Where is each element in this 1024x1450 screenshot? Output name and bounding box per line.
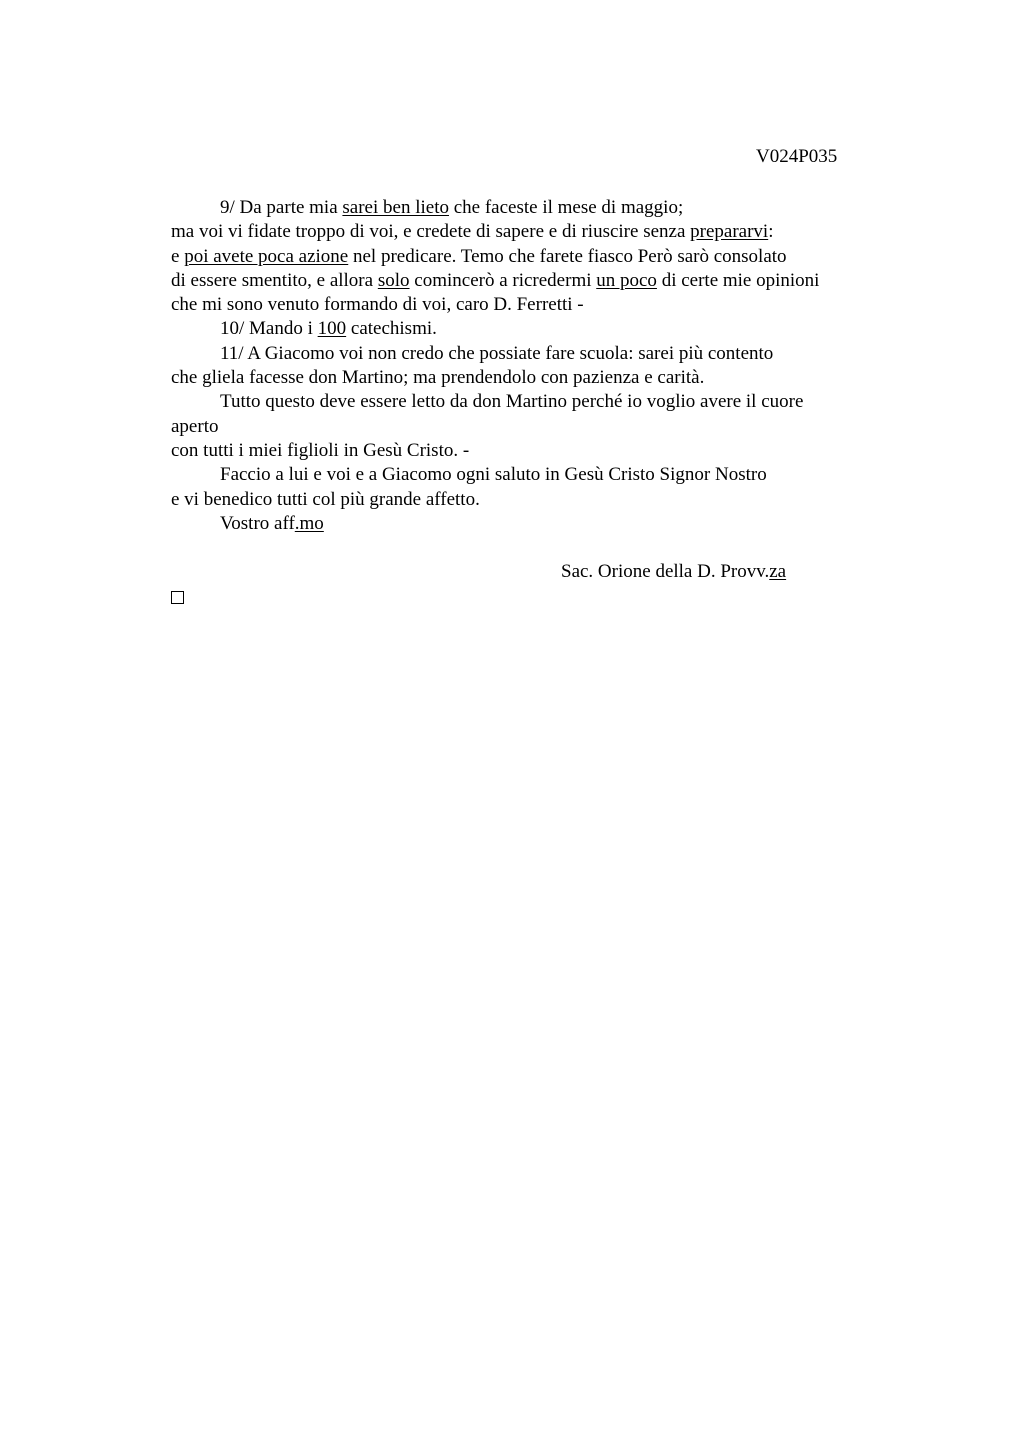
closing-line <box>171 512 891 536</box>
text-span: ma voi vi fidate troppo di voi, e credete di sapere e di riuscire senza <box>171 221 691 243</box>
text-span: comincerò a ricredermi <box>409 269 597 291</box>
text-span: Vostro aff <box>220 512 295 534</box>
paragraph-12-line-1: Tutto questo deve essere letto da don Martino perché io voglio avere il cuore <box>220 391 804 413</box>
text-span: 9/ Da parte mia <box>220 197 343 218</box>
text-span: 10/ Mando i <box>220 318 318 340</box>
paragraph-13-line-1: Faccio a lui e voi e a Giacomo ogni saluto in Gesù Cristo Signor Nostro <box>220 464 767 486</box>
page-code: V024P035 <box>756 146 838 167</box>
blank-line <box>171 536 891 560</box>
underlined-text: za <box>769 561 787 583</box>
text-span: di essere smentito, e allora <box>171 269 378 291</box>
text-span: nel predicare. Temo che farete fiasco Però sarò consolato <box>348 245 787 267</box>
underlined-text: .mo <box>294 512 324 534</box>
underlined-text: 100 <box>317 318 347 340</box>
paragraph-10 <box>171 317 891 341</box>
text-span: catechismi. <box>346 318 437 340</box>
text-span: : <box>768 221 774 243</box>
paragraph-9-line-5: che mi sono venuto formando di voi, caro D. Ferretti - <box>171 294 584 316</box>
paragraph-9-line-4 <box>171 269 891 293</box>
letter-body <box>171 196 891 609</box>
signature-line <box>171 560 891 584</box>
paragraph-9-line-2 <box>171 220 891 244</box>
paragraph-9-line-3 <box>171 245 891 269</box>
paragraph-13-line-2: e vi benedico tutti col più grande affetto. <box>171 488 480 510</box>
underlined-text: un poco <box>596 269 657 291</box>
text-span: che faceste il mese di maggio; <box>448 197 684 218</box>
empty-checkbox-icon <box>171 591 184 604</box>
paragraph-12-line-3: con tutti i miei figlioli in Gesù Cristo. - <box>171 439 470 461</box>
paragraph-12-line-2: aperto <box>171 415 219 437</box>
underlined-text: prepararvi <box>690 221 769 243</box>
paragraph-11-line-2: che gliela facesse don Martino; ma prendendolo con pazienza e carità. <box>171 367 705 389</box>
text-span: e <box>171 245 185 267</box>
underlined-text: solo <box>377 269 410 291</box>
text-span: di certe mie opinioni <box>656 269 820 291</box>
paragraph-9-line-1 <box>171 196 891 220</box>
text-span: Sac. Orione della D. Provv. <box>561 561 770 583</box>
underlined-text: sarei ben lieto <box>342 197 449 218</box>
checkbox-line <box>171 585 891 609</box>
underlined-text: poi avete poca azione <box>184 245 349 267</box>
paragraph-11-line-1: 11/ A Giacomo voi non credo che possiate fare scuola: sarei più contento <box>220 342 774 364</box>
